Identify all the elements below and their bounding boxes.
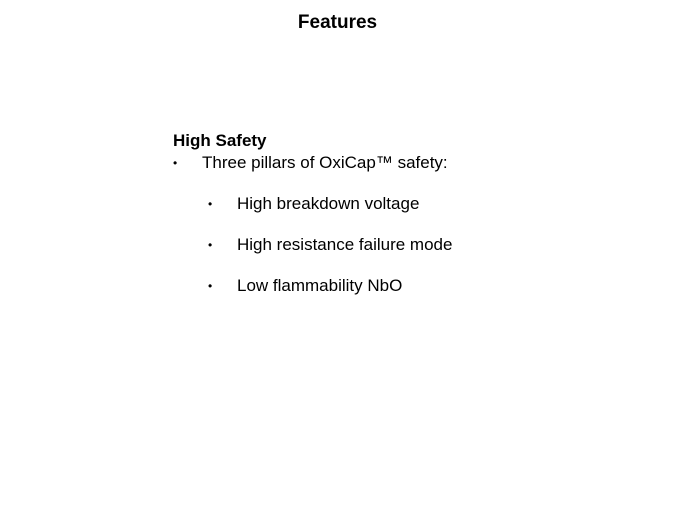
bullet-dot-icon: • <box>173 156 178 170</box>
sub-bullet-text: High breakdown voltage <box>237 194 420 213</box>
section-heading: High Safety <box>173 131 267 150</box>
bullet-dot-icon: • <box>208 197 213 211</box>
slide-title: Features <box>297 12 378 33</box>
content-section <box>173 131 452 296</box>
sub-bullet-text: High resistance failure mode <box>237 235 453 254</box>
sub-bullet-item <box>173 194 452 214</box>
bullet-dot-icon: • <box>208 238 213 252</box>
sub-bullet-text: Low flammability NbO <box>237 276 403 295</box>
sub-bullet-item <box>173 235 452 255</box>
sub-bullet-item <box>173 276 452 296</box>
bullet-dot-icon: • <box>208 279 213 293</box>
bullet-text: Three pillars of OxiCap™ safety: <box>202 153 448 172</box>
bullet-item-level1 <box>173 153 452 173</box>
